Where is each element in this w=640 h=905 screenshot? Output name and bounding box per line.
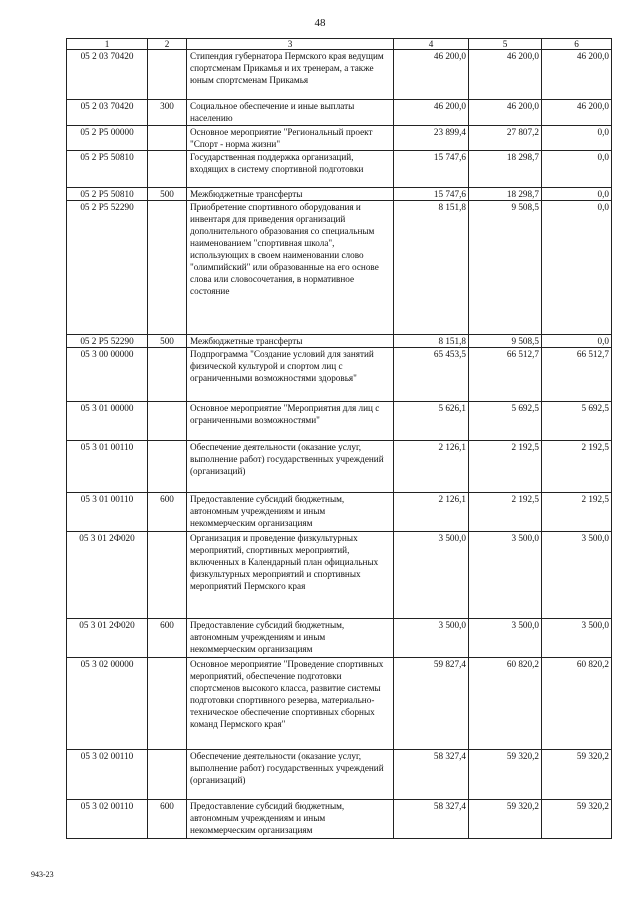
table-body [67, 50, 612, 839]
row-value-2-cell: 2 192,5 [469, 493, 542, 532]
row-type-cell [148, 126, 187, 151]
row-value-3-cell: 2 192,5 [542, 441, 612, 493]
row-type-cell [148, 750, 187, 800]
row-value-2-cell: 18 298,7 [469, 188, 542, 201]
row-value-1-cell: 65 453,5 [394, 348, 469, 402]
table-row [67, 750, 612, 800]
row-value-2-cell: 27 807,2 [469, 126, 542, 151]
row-value-3-cell: 0,0 [542, 151, 612, 188]
row-value-1-cell: 3 500,0 [394, 619, 469, 658]
row-value-1-cell: 58 327,4 [394, 800, 469, 839]
row-value-3-cell: 3 500,0 [542, 532, 612, 619]
row-type-cell: 500 [148, 188, 187, 201]
row-name-cell: Предоставление субсидий бюджетным, автономным учреждениям и иным некоммерческим организациям [187, 800, 394, 839]
row-value-2-cell: 59 320,2 [469, 800, 542, 839]
row-value-2-cell: 59 320,2 [469, 750, 542, 800]
row-type-cell: 600 [148, 800, 187, 839]
row-value-1-cell: 15 747,6 [394, 188, 469, 201]
row-code-cell: 05 2 P5 50810 [67, 188, 148, 201]
row-name-cell: Предоставление субсидий бюджетным, автономным учреждениям и иным некоммерческим организациям [187, 493, 394, 532]
row-value-1-cell: 8 151,8 [394, 335, 469, 348]
table-row [67, 201, 612, 335]
row-type-cell: 600 [148, 619, 187, 658]
row-name-cell: Приобретение спортивного оборудования и инвентаря для приведения организаций дополнительного образования со специальным наименованием "спортивная школа", использующих в своем наименовании слово "олимпийский" или образованные на его основе слова или словосочетания, в нормативное состояние [187, 201, 394, 335]
row-value-2-cell: 2 192,5 [469, 441, 542, 493]
row-value-2-cell: 5 692,5 [469, 402, 542, 441]
row-value-3-cell: 46 200,0 [542, 50, 612, 100]
table-row [67, 800, 612, 839]
row-code-cell: 05 2 03 70420 [67, 50, 148, 100]
row-value-3-cell: 66 512,7 [542, 348, 612, 402]
row-name-cell: Подпрограмма "Создание условий для занятий физической культурой и спортом лиц с ограниченными возможностями здоровья" [187, 348, 394, 402]
row-value-3-cell: 2 192,5 [542, 493, 612, 532]
table-row [67, 532, 612, 619]
row-value-3-cell: 5 692,5 [542, 402, 612, 441]
row-type-cell [148, 50, 187, 100]
table-header-row [67, 39, 612, 50]
row-value-1-cell: 8 151,8 [394, 201, 469, 335]
row-type-cell [148, 348, 187, 402]
table-row [67, 100, 612, 126]
row-value-2-cell: 66 512,7 [469, 348, 542, 402]
row-value-3-cell: 0,0 [542, 201, 612, 335]
row-name-cell: Основное мероприятие "Региональный проект "Спорт - норма жизни" [187, 126, 394, 151]
table-row [67, 493, 612, 532]
row-name-cell: Межбюджетные трансферты [187, 335, 394, 348]
row-value-2-cell: 46 200,0 [469, 100, 542, 126]
table-row [67, 619, 612, 658]
row-code-cell: 05 3 01 2Ф020 [67, 532, 148, 619]
row-value-1-cell: 46 200,0 [394, 100, 469, 126]
row-value-3-cell: 46 200,0 [542, 100, 612, 126]
document-footer-code: 943-23 [31, 870, 54, 879]
row-code-cell: 05 3 01 2Ф020 [67, 619, 148, 658]
row-value-2-cell: 3 500,0 [469, 619, 542, 658]
table-row [67, 335, 612, 348]
row-value-2-cell: 3 500,0 [469, 532, 542, 619]
budget-table [66, 38, 612, 839]
row-name-cell: Основное мероприятие "Проведение спортивных мероприятий, обеспечение подготовки спортсменов высокого класса, развитие системы подготовки спортивного резерва, материально-техническое обеспечение спортивных сборных команд Пермского края" [187, 658, 394, 750]
row-type-cell [148, 151, 187, 188]
table-row [67, 348, 612, 402]
row-value-3-cell: 0,0 [542, 335, 612, 348]
row-type-cell [148, 201, 187, 335]
table-row [67, 126, 612, 151]
row-value-1-cell: 15 747,6 [394, 151, 469, 188]
row-code-cell: 05 3 01 00110 [67, 441, 148, 493]
table-row [67, 151, 612, 188]
row-value-1-cell: 2 126,1 [394, 493, 469, 532]
row-type-cell [148, 658, 187, 750]
row-code-cell: 05 3 02 00000 [67, 658, 148, 750]
row-value-3-cell: 60 820,2 [542, 658, 612, 750]
row-value-3-cell: 0,0 [542, 126, 612, 151]
column-header-value-3: 6 [542, 39, 612, 50]
row-code-cell: 05 2 P5 00000 [67, 126, 148, 151]
row-value-1-cell: 2 126,1 [394, 441, 469, 493]
row-name-cell: Основное мероприятие "Мероприятия для лиц с ограниченными возможностями" [187, 402, 394, 441]
column-header-name: 3 [187, 39, 394, 50]
row-name-cell: Обеспечение деятельности (оказание услуг, выполнение работ) государственных учреждений (организаций) [187, 441, 394, 493]
row-value-1-cell: 23 899,4 [394, 126, 469, 151]
row-code-cell: 05 2 03 70420 [67, 100, 148, 126]
row-name-cell: Предоставление субсидий бюджетным, автономным учреждениям и иным некоммерческим организациям [187, 619, 394, 658]
row-name-cell: Обеспечение деятельности (оказание услуг, выполнение работ) государственных учреждений (организаций) [187, 750, 394, 800]
row-value-1-cell: 59 827,4 [394, 658, 469, 750]
row-type-cell [148, 402, 187, 441]
row-value-1-cell: 46 200,0 [394, 50, 469, 100]
table-row [67, 188, 612, 201]
row-type-cell: 300 [148, 100, 187, 126]
table-row [67, 402, 612, 441]
row-code-cell: 05 3 01 00000 [67, 402, 148, 441]
row-value-3-cell: 3 500,0 [542, 619, 612, 658]
row-code-cell: 05 3 01 00110 [67, 493, 148, 532]
row-code-cell: 05 3 02 00110 [67, 750, 148, 800]
row-code-cell: 05 3 02 00110 [67, 800, 148, 839]
column-header-value-1: 4 [394, 39, 469, 50]
column-header-code: 1 [67, 39, 148, 50]
row-value-3-cell: 59 320,2 [542, 800, 612, 839]
page-number: 48 [314, 17, 326, 29]
row-value-2-cell: 18 298,7 [469, 151, 542, 188]
row-value-2-cell: 46 200,0 [469, 50, 542, 100]
row-value-3-cell: 0,0 [542, 188, 612, 201]
row-type-cell: 600 [148, 493, 187, 532]
row-code-cell: 05 3 00 00000 [67, 348, 148, 402]
row-name-cell: Стипендия губернатора Пермского края ведущим спортсменам Прикамья и их тренерам, а также юным спортсменам Прикамья [187, 50, 394, 100]
row-value-1-cell: 3 500,0 [394, 532, 469, 619]
row-value-2-cell: 60 820,2 [469, 658, 542, 750]
row-code-cell: 05 2 P5 52290 [67, 335, 148, 348]
row-name-cell: Организация и проведение физкультурных мероприятий, спортивных мероприятий, включенных в Календарный план официальных физкультурных мероприятий и спортивных мероприятий Пермского края [187, 532, 394, 619]
table-row [67, 441, 612, 493]
row-name-cell: Межбюджетные трансферты [187, 188, 394, 201]
column-header-value-2: 5 [469, 39, 542, 50]
row-name-cell: Социальное обеспечение и иные выплаты населению [187, 100, 394, 126]
row-value-2-cell: 9 508,5 [469, 201, 542, 335]
row-type-cell [148, 441, 187, 493]
row-code-cell: 05 2 P5 52290 [67, 201, 148, 335]
row-value-2-cell: 9 508,5 [469, 335, 542, 348]
row-type-cell [148, 532, 187, 619]
row-type-cell: 500 [148, 335, 187, 348]
row-value-3-cell: 59 320,2 [542, 750, 612, 800]
table-row [67, 50, 612, 100]
row-value-1-cell: 5 626,1 [394, 402, 469, 441]
column-header-type: 2 [148, 39, 187, 50]
row-name-cell: Государственная поддержка организаций, входящих в систему спортивной подготовки [187, 151, 394, 188]
row-value-1-cell: 58 327,4 [394, 750, 469, 800]
table-row [67, 658, 612, 750]
row-code-cell: 05 2 P5 50810 [67, 151, 148, 188]
